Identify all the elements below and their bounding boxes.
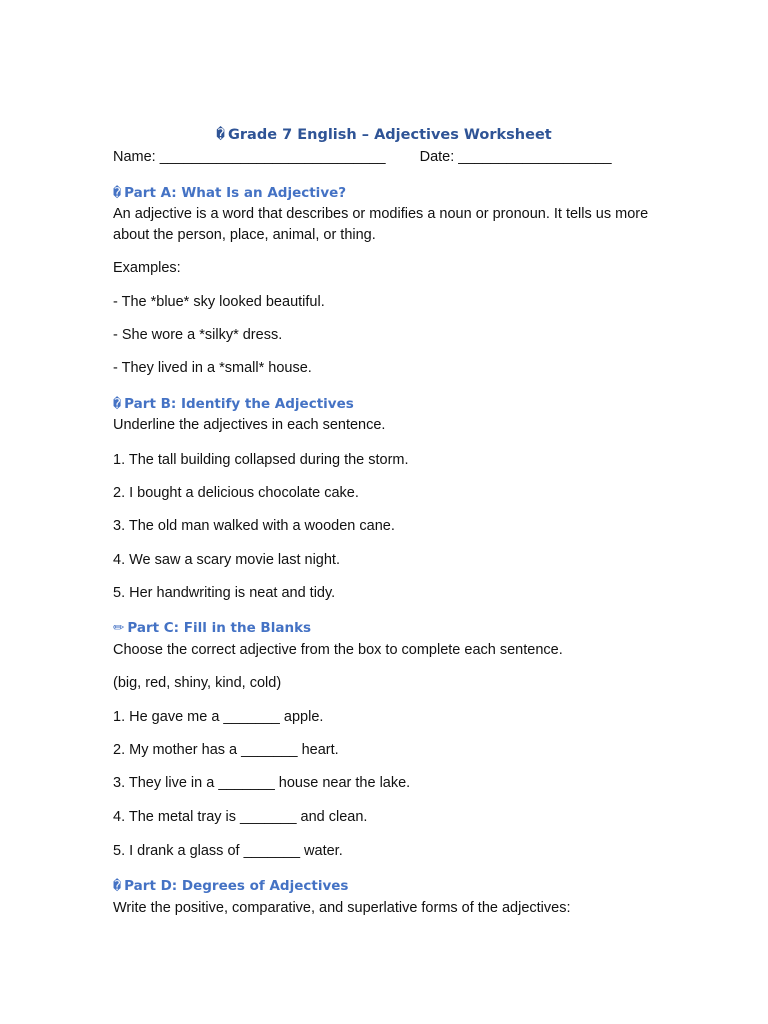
part-b-item: 4. We saw a scary movie last night. — [113, 552, 340, 568]
part-a-heading — [113, 183, 346, 203]
part-d-instruction: Write the positive, comparative, and superlative forms of the adjectives: — [113, 900, 571, 916]
part-b-item: 1. The tall building collapsed during the storm. — [113, 452, 409, 468]
part-b-icon: � — [113, 396, 122, 412]
part-c-instruction: Choose the correct adjective from the box to complete each sentence. — [113, 642, 563, 658]
part-b-item: 2. I bought a delicious chocolate cake. — [113, 485, 359, 501]
part-a-icon: � — [113, 185, 122, 201]
example-item: - They lived in a *small* house. — [113, 360, 312, 376]
part-c-item: 1. He gave me a _______ apple. — [113, 709, 324, 725]
examples-label: Examples: — [113, 260, 181, 276]
part-c-item: 2. My mother has a _______ heart. — [113, 742, 339, 758]
worksheet-title — [113, 125, 655, 145]
part-d-heading — [113, 876, 348, 896]
part-a-paragraph: An adjective is a word that describes or modifies a noun or pronoun. It tells us more about the person, place, animal, or thing. — [113, 206, 649, 243]
date-field: Date: ___________________ — [419, 149, 612, 165]
part-c-item: 3. They live in a _______ house near the lake. — [113, 775, 411, 791]
word-box: (big, red, shiny, kind, cold) — [113, 675, 282, 691]
part-c-heading-text: Part C: Fill in the Blanks — [127, 620, 312, 636]
pencil-icon: ✏ — [113, 620, 125, 636]
part-c-item: 4. The metal tray is _______ and clean. — [113, 809, 368, 825]
title-book-icon: � — [216, 127, 225, 143]
part-c-heading — [113, 618, 311, 638]
part-a-heading-text: Part A: What Is an Adjective? — [124, 185, 347, 201]
example-item: - The *blue* sky looked beautiful. — [113, 294, 325, 310]
part-d-icon: � — [113, 878, 122, 894]
part-c-item: 5. I drank a glass of _______ water. — [113, 843, 343, 859]
part-d-heading-text: Part D: Degrees of Adjectives — [124, 878, 349, 894]
part-b-item: 5. Her handwriting is neat and tidy. — [113, 585, 336, 601]
part-b-instruction: Underline the adjectives in each sentence. — [113, 417, 386, 433]
name-date-row — [113, 147, 612, 168]
worksheet-title-text: Grade 7 English – Adjectives Worksheet — [227, 127, 552, 143]
part-b-heading — [113, 394, 354, 414]
part-b-heading-text: Part B: Identify the Adjectives — [124, 396, 354, 412]
name-field: Name: ____________________________ — [113, 149, 386, 165]
example-item: - She wore a *silky* dress. — [113, 327, 283, 343]
part-b-item: 3. The old man walked with a wooden cane. — [113, 518, 395, 534]
